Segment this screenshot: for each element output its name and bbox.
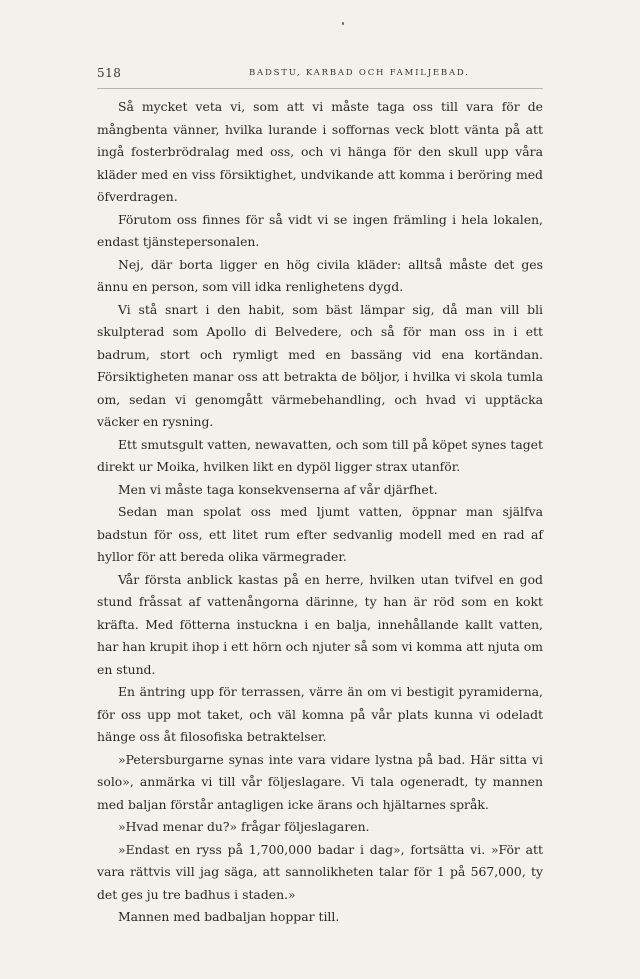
paragraph: Mannen med badbaljan hoppar till.: [118, 909, 340, 924]
print-speck: [342, 22, 344, 25]
body-text: [97, 96, 543, 929]
page-header: [97, 64, 543, 86]
paragraph: Vår första anblick kastas på en herre, hvilken utan tvifvel en god stund fråssat af vattenångorna därinne, ty han är röd som en kokt kräfta. Med fötterna instuckna i en balja, innehållande kallt vatten, har han krupit ihop i ett hörn och njuter så som vi komma att njuta om en stund.: [97, 571, 543, 677]
paragraph: »Endast en ryss på 1,700,000 badar i dag», fortsätta vi. »För att vara rättvis vill jag säga, att sannolikheten talar för 1 på 567,000, ty det ges ju tre badhus i staden.»: [97, 841, 543, 902]
running-head: BADSTU, KARBAD OCH FAMILJEBAD.: [249, 68, 470, 78]
paragraph: Ett smutsgult vatten, newavatten, och som till på köpet synes taget direkt ur Moika, hvilken likt en dypöl ligger strax utanför.: [97, 436, 543, 474]
paragraph: »Hvad menar du?» frågar följeslagaren.: [118, 819, 370, 834]
header-rule: [97, 88, 543, 89]
paragraph: Nej, där borta ligger en hög civila kläder: alltså måste det ges ännu en person, som vill idka renlighetens dygd.: [97, 256, 543, 294]
page-number: 518: [97, 66, 122, 80]
paragraph: Förutom oss finnes för så vidt vi se ingen främling i hela lokalen, endast tjänstepersonalen.: [97, 211, 543, 249]
paragraph: Men vi måste taga konsekvenserna af vår djärfhet.: [118, 481, 438, 497]
paragraph: En äntring upp för terrassen, värre än om vi bestigit pyramiderna, för oss upp mot taket, och väl komna på vår plats kunna vi odeladt hänge oss åt filosofiska betraktelser.: [97, 684, 543, 744]
paragraph: »Petersburgarne synas inte vara vidare lystna på bad. Här sitta vi solo», anmärka vi till vår följeslagare. Vi tala ogeneradt, ty mannen med baljan förstår antagligen icke ärans och hjältarnes språk.: [97, 751, 543, 812]
paragraph: Vi stå snart i den habit, som bäst lämpar sig, då man vill bli skulpterad som Apollo di Belvedere, och så för man oss in i ett badrum, stort och rymligt med en bassäng vid ena kortändan. Försiktigheten manar oss att betrakta de böljor, i hvilka vi skola tumla om, sedan vi genomgått värmebehandling, och hvad vi upptäcka väcker en rysning.: [97, 301, 543, 429]
paragraph: Sedan man spolat oss med ljumt vatten, öppnar man själfva badstun för oss, ett litet rum efter sedvanlig modell med en rad af hyllor för att bereda olika värmegrader.: [97, 504, 543, 564]
paragraph: Så mycket veta vi, som att vi måste taga oss till vara för de mångbenta vänner, hvilka lurande i soffornas veck blott vänta på att ingå fosterbrödralag med oss, och vi hänga för den skull upp våra kläder med en viss försiktighet, undvikande att komma i beröring med öfverdragen.: [97, 99, 543, 204]
